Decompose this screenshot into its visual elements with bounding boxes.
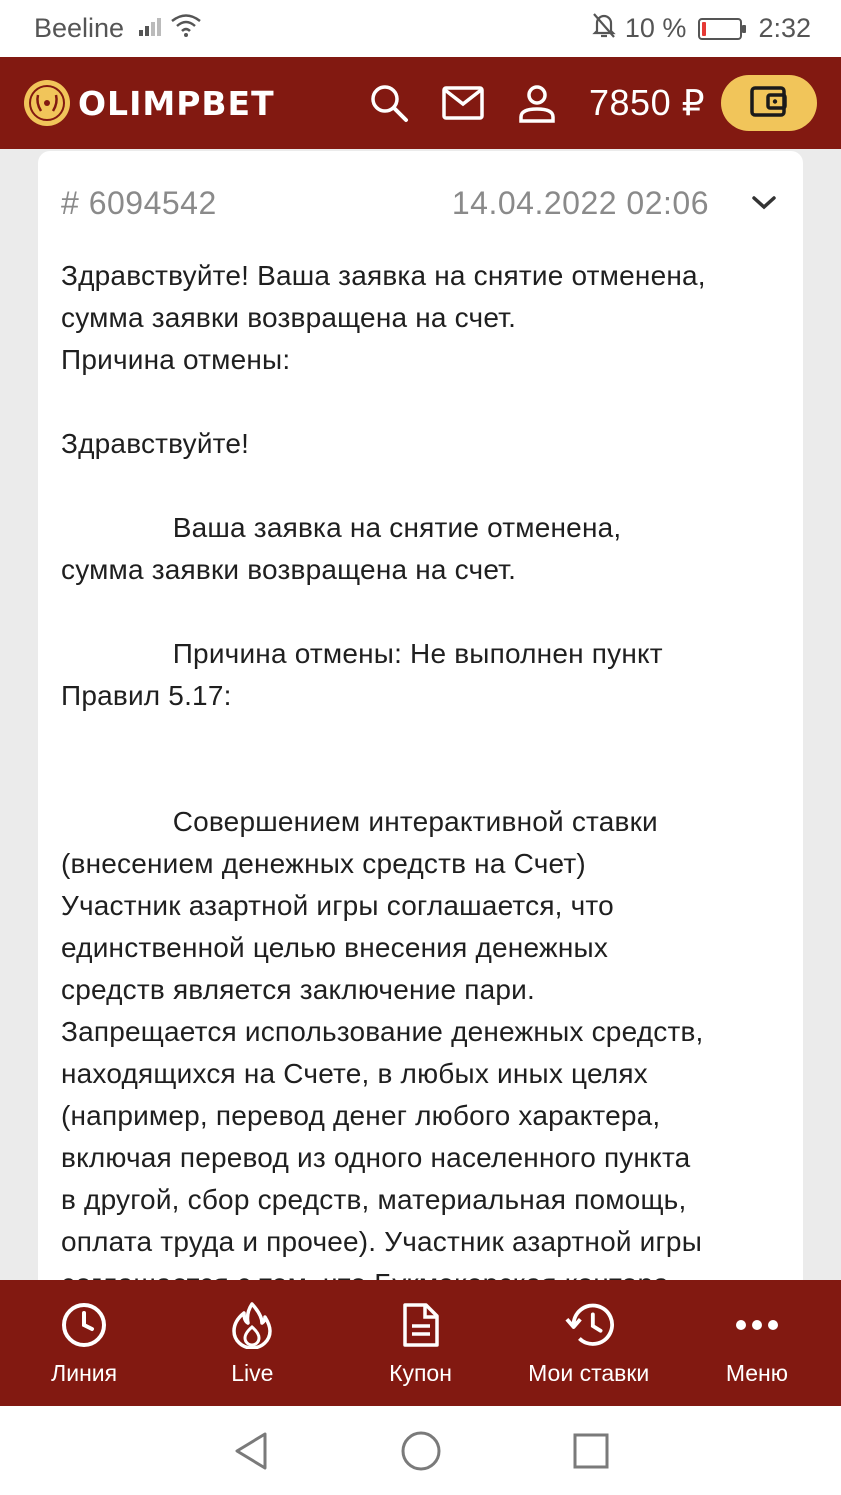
- nav-item-coupon[interactable]: [336, 1280, 504, 1406]
- history-icon: [564, 1300, 614, 1350]
- nav-label-coupon: Купон: [389, 1359, 452, 1386]
- request-number: # 6094542: [61, 184, 217, 221]
- signal-icon: [138, 13, 164, 44]
- request-datetime: 14.04.2022 02:06: [451, 184, 709, 221]
- flame-icon: [227, 1300, 277, 1350]
- more-dots-icon: [732, 1300, 782, 1350]
- message-body: Здравствуйте! Ваша заявка на снятие отменена, сумма заявки возвращена на счет. Причина отмены: Здравствуйте! Ваша заявка на снятие отменена, сумма заявки возвращена на счет. Причина отмены: Не выполнен пункт Правил 5.17: Совершением интерактивной ставки (внесением денежных средств на Счет) Участник азартной игры соглашается, что единственной целью внесения денежных средств является заключение пари. Запрещается использование денежных средств, находящихся на Счете, в любых иных целях (например, перевод денег любого характера, включая перевод из одного населенного пункта в другой, сбор средств, материальная помощь, оплата труда и прочее). Участник азартной игры: [61, 260, 706, 1257]
- nav-label-line: Линия: [51, 1359, 118, 1386]
- search-icon[interactable]: [367, 81, 411, 125]
- nav-label-my-bets: Мои ставки: [528, 1359, 650, 1386]
- wallet-button[interactable]: [721, 75, 817, 131]
- document-icon: [396, 1300, 446, 1350]
- carrier-name: Beeline: [34, 13, 125, 43]
- battery-percent: 10 %: [624, 13, 687, 43]
- mail-icon[interactable]: [441, 81, 485, 125]
- status-bar: [0, 0, 841, 57]
- user-icon[interactable]: [515, 81, 559, 125]
- card-header[interactable]: [38, 151, 803, 255]
- nav-item-line[interactable]: [0, 1280, 168, 1406]
- recents-square-icon[interactable]: [569, 1429, 613, 1473]
- battery-icon: [698, 18, 742, 40]
- wifi-icon: [170, 13, 202, 44]
- withdrawal-message-card: [38, 151, 803, 1391]
- clock-time: 2:32: [758, 13, 811, 43]
- status-icons: [138, 13, 202, 44]
- clock-icon: [59, 1300, 109, 1350]
- system-navigation: [0, 1406, 841, 1495]
- logo[interactable]: [24, 80, 275, 126]
- muted-bell-icon: [591, 11, 617, 46]
- back-triangle-icon[interactable]: [229, 1429, 273, 1473]
- wallet-icon: [750, 84, 788, 123]
- nav-label-live: Live: [231, 1359, 274, 1386]
- battery-fill: [702, 22, 706, 36]
- nav-item-menu[interactable]: [673, 1280, 841, 1406]
- app-header: [0, 57, 841, 149]
- nav-item-my-bets[interactable]: [505, 1280, 673, 1406]
- nav-label-menu: Меню: [725, 1359, 788, 1386]
- laurel-logo-icon: [24, 80, 70, 126]
- bottom-navigation: [0, 1280, 841, 1406]
- home-circle-icon[interactable]: [399, 1429, 443, 1473]
- logo-text: OLIMPBET: [78, 83, 275, 123]
- nav-item-live[interactable]: [168, 1280, 336, 1406]
- chevron-down-icon[interactable]: [749, 188, 779, 218]
- header-actions: [337, 75, 817, 131]
- balance-amount[interactable]: 7850 ₽: [589, 82, 705, 123]
